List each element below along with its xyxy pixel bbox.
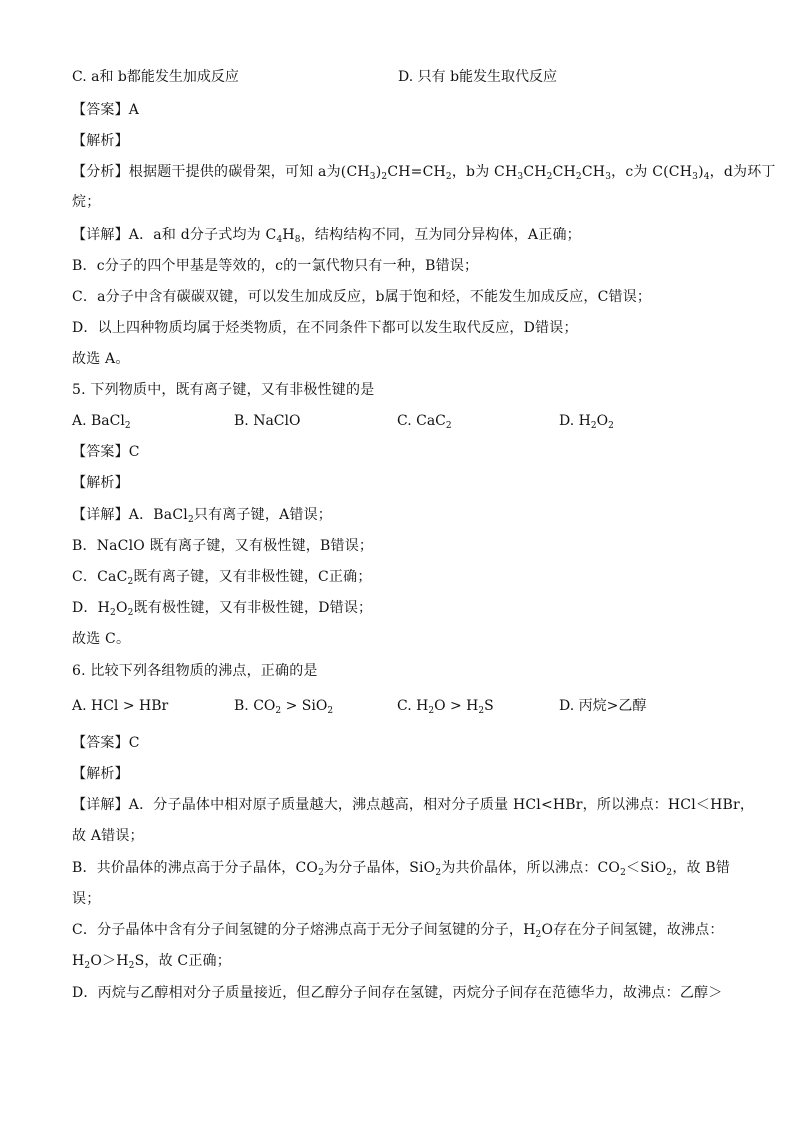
q6-detail-c-line2: $H_2O>H_2S$，故 C正确； (72, 953, 231, 971)
q6-detail-c-line1: C．分子晶体中含有分子间氢键的分子熔沸点高于无分子间氢键的分子，$H_2O$存在分子间氢键，故沸点： (72, 922, 724, 940)
q6-detail-b-line1: B．共价晶体的沸点高于分子晶体，$CO_2$为分子晶体，SiO$_2$为共价晶体，所以沸点：$CO_2<SiO_2$，故 B错 (72, 860, 731, 878)
q4-detail-b: B．c分子的四个甲基是等效的，c的一氯代物只有一种，B错误； (72, 258, 479, 274)
q6-analysis-label: 【解析】 (72, 766, 129, 782)
q5-option-a: A. BaCl$_2$ (72, 413, 131, 431)
q6-answer: 【答案】C (72, 735, 140, 751)
q6-option-c: C. $H_2O > H_2S$ (397, 698, 494, 716)
q5-conclusion: 故选 C。 (72, 631, 131, 647)
q6-option-b: B. $CO_2 > SiO_2$ (234, 698, 334, 716)
q5-detail-d: D．$H_2O_2$既有极性键，又有非极性键，D错误； (72, 600, 373, 618)
q5-option-d: D. $H_2O_2$ (559, 413, 614, 431)
q4-conclusion: 故选 A。 (72, 351, 130, 367)
q4-option-c: C. a和 b都能发生加成反应 (72, 69, 239, 85)
q4-answer: 【答案】A (72, 102, 140, 118)
q4-detail-c: C．a分子中含有碳碳双键，可以发生加成反应，b属于饱和烃，不能发生加成反应，C错误； (72, 289, 652, 305)
q4-fenxi-line1: 【分析】根据题干提供的碳骨架，可知 a为$(CH_3)_2CH=CH_2$，b为 $CH_3CH_2CH_2CH_3$，c为 $C(CH_3)_4$，d为环丁 (72, 164, 776, 182)
q5-detail-c: C．CaC$_2$既有离子键，又有非极性键，C正确； (72, 569, 372, 587)
q5-answer: 【答案】C (72, 444, 140, 460)
q4-detail-a: 【详解】A．a和 d分子式均为 $C_4H_8$，结构结构不同，互为同分异构体，A正确； (72, 227, 581, 245)
q5-option-c: C. CaC$_2$ (397, 413, 452, 431)
q5-analysis-label: 【解析】 (72, 475, 129, 491)
q4-detail-d: D．以上四种物质均属于烃类物质，在不同条件下都可以发生取代反应，D错误； (72, 320, 578, 336)
q4-option-d: D. 只有 b能发生取代反应 (398, 69, 558, 85)
q6-detail-a-line1: 【详解】A．分子晶体中相对原子质量越大，沸点越高，相对分子质量 HCl<HBr，所以沸点：HCl＜HBr， (72, 797, 755, 813)
q5-option-b: B. NaClO (234, 413, 301, 429)
q5-detail-a: 【详解】A．BaCl$_2$只有离子键，A错误； (72, 507, 332, 525)
q4-fenxi-line2: 烷； (72, 194, 101, 210)
q5-detail-b: B．NaClO 既有离子键，又有极性键，B错误； (72, 538, 374, 554)
q6-detail-b-line2: 误； (72, 891, 101, 907)
q6-question: 6. 比较下列各组物质的沸点，正确的是 (72, 663, 318, 679)
q6-option-d: D. 丙烷>乙醇 (559, 698, 647, 714)
q6-option-a: A. HCl > HBr (72, 698, 169, 714)
q5-question: 5. 下列物质中，既有离子键，又有非极性键的是 (72, 382, 375, 398)
q4-analysis-label: 【解析】 (72, 133, 129, 149)
q6-detail-a-line2: 故 A错误； (72, 828, 144, 844)
q6-detail-d-line1: D．丙烷与乙醇相对分子质量接近，但乙醇分子间存在氢键，丙烷分子间存在范德华力，故沸点：乙醇＞ (72, 985, 723, 1001)
